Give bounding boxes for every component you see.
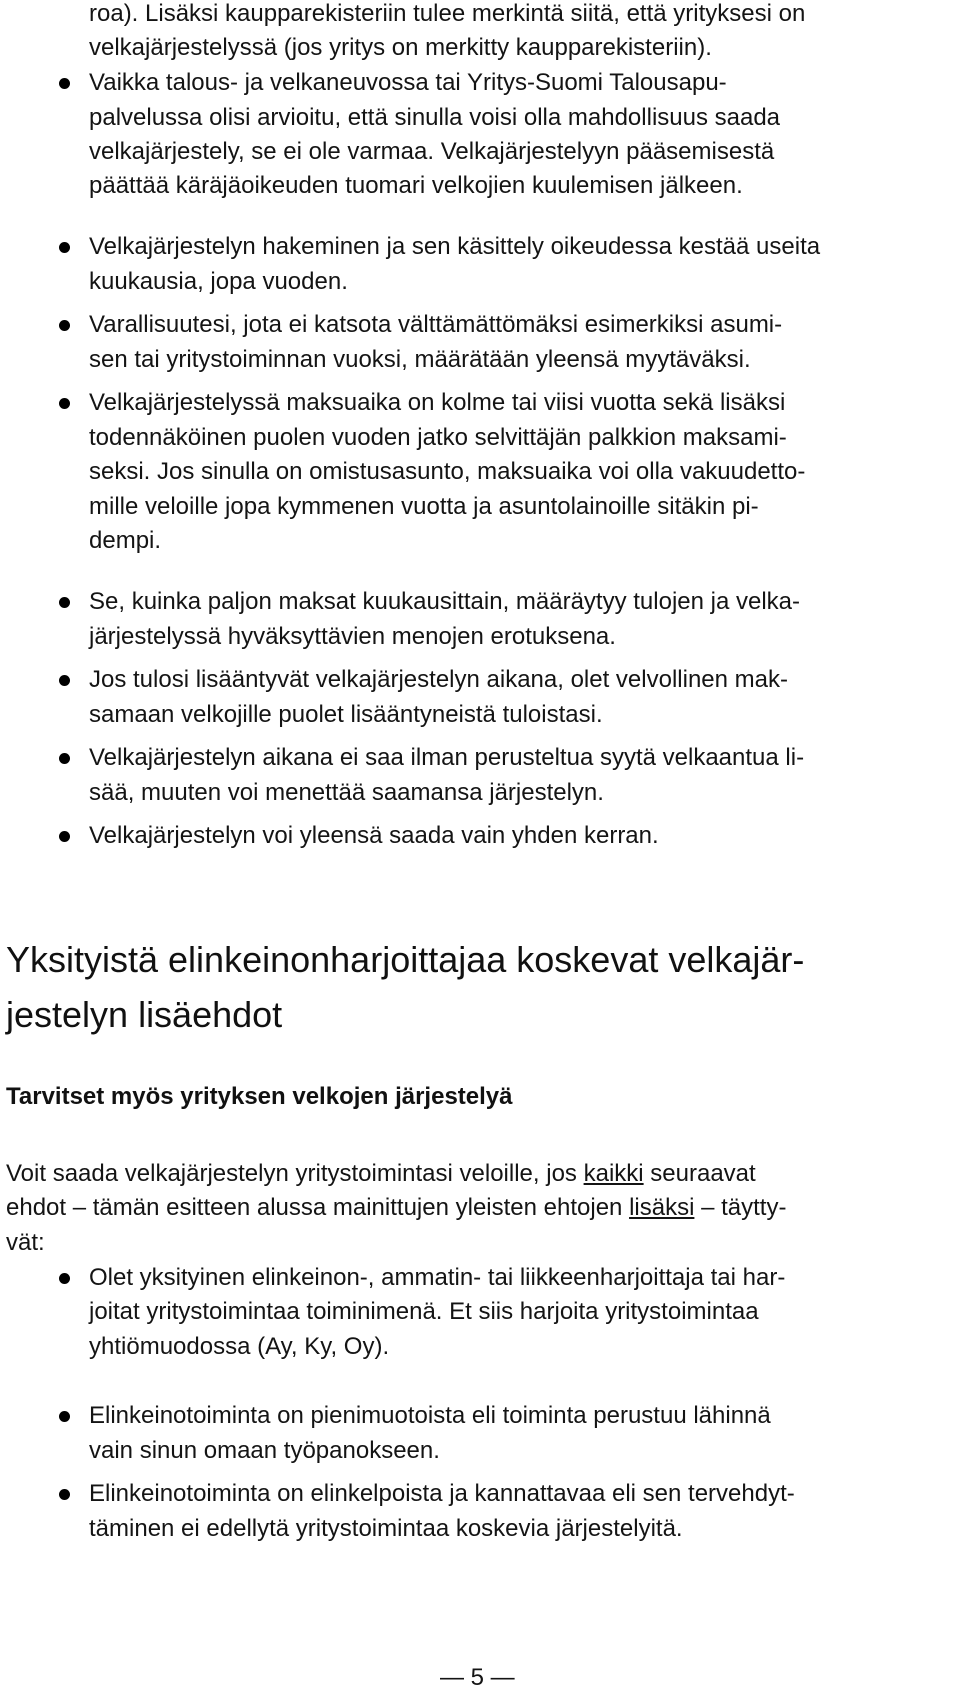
- list-item-line: Velkajärjestelyn hakeminen ja sen käsittely oikeudessa kestää useita: [89, 233, 821, 260]
- bullet-icon: [59, 398, 70, 409]
- section-heading-line: jestelyn lisäehdot: [6, 994, 283, 1035]
- list-item-line: yhtiömuodossa (Ay, Ky, Oy).: [89, 1333, 390, 1360]
- list-item-line: sää, muuten voi menettää saamansa järjestelyn.: [89, 779, 604, 806]
- intro-line: [6, 1160, 756, 1188]
- list-item-line: Velkajärjestelyssä maksuaika on kolme tai viisi vuotta sekä lisäksi: [89, 389, 786, 416]
- list-item-line: Velkajärjestelyn voi yleensä saada vain yhden kerran.: [89, 822, 659, 849]
- bullet-icon: [59, 78, 70, 89]
- list-item-line: vain sinun omaan työpanokseen.: [89, 1437, 440, 1464]
- bullet-icon: [59, 831, 70, 842]
- list-item-line: seksi. Jos sinulla on omistusasunto, maksuaika voi olla vakuudetto-: [89, 458, 806, 485]
- list-item-line: sen tai yritystoiminnan vuoksi, määrätään yleensä myytäväksi.: [89, 346, 751, 373]
- list-item-line: kuukausia, jopa vuoden.: [89, 268, 348, 295]
- list-item-line: Varallisuutesi, jota ei katsota välttämättömäksi esimerkiksi asumi-: [89, 311, 783, 338]
- list-item-line: Elinkeinotoiminta on pienimuotoista eli toiminta perustuu lähinnä: [89, 1402, 771, 1429]
- bullet-icon: [59, 597, 70, 608]
- list-item-line: Olet yksityinen elinkeinon-, ammatin- tai liikkeenharjoittaja tai har-: [89, 1264, 786, 1291]
- list-item-line: täminen ei edellytä yritystoimintaa koskevia järjestelyitä.: [89, 1515, 683, 1542]
- intro-line: [6, 1194, 786, 1222]
- continuation-line: velkajärjestelyssä (jos yritys on merkitty kaupparekisteriin).: [89, 34, 712, 61]
- list-item-line: Elinkeinotoiminta on elinkelpoista ja kannattavaa eli sen tervehdyt-: [89, 1480, 795, 1507]
- bullet-icon: [59, 675, 70, 686]
- intro-text: – täytty-: [694, 1194, 787, 1221]
- list-item-line: palvelussa olisi arvioitu, että sinulla voisi olla mahdollisuus saada: [89, 104, 781, 131]
- bullet-icon: [59, 753, 70, 764]
- section-heading-line: Yksityistä elinkeinonharjoittajaa koskevat velkajär-: [6, 939, 805, 980]
- section-subheading: Tarvitset myös yrityksen velkojen järjestelyä: [6, 1083, 513, 1110]
- continuation-line: roa). Lisäksi kaupparekisteriin tulee merkintä siitä, että yrityksesi on: [89, 0, 806, 27]
- list-item-line: dempi.: [89, 527, 162, 554]
- bullet-icon: [59, 320, 70, 331]
- bullet-icon: [59, 242, 70, 253]
- list-item-line: joitat yritystoimintaa toiminimenä. Et siis harjoita yritystoimintaa: [89, 1298, 759, 1325]
- list-item-line: järjestelyssä hyväksyttävien menojen erotuksena.: [89, 623, 616, 650]
- intro-text: Voit saada velkajärjestelyn yritystoimintasi veloille, jos: [6, 1160, 584, 1187]
- intro-underlined-text: lisäksi: [629, 1194, 695, 1221]
- list-item-line: samaan velkojille puolet lisääntyneistä tuloistasi.: [89, 701, 603, 728]
- intro-text: seuraavat: [643, 1160, 756, 1187]
- bullet-icon: [59, 1411, 70, 1422]
- list-item-line: todennäköinen puolen vuoden jatko selvittäjän palkkion maksami-: [89, 424, 787, 451]
- list-item-line: mille veloille jopa kymmenen vuotta ja asuntolainoille sitäkin pi-: [89, 493, 759, 520]
- bullet-icon: [59, 1273, 70, 1284]
- list-item-line: Jos tulosi lisääntyvät velkajärjestelyn aikana, olet velvollinen mak-: [89, 666, 788, 693]
- list-item-line: Se, kuinka paljon maksat kuukausittain, määräytyy tulojen ja velka-: [89, 588, 801, 615]
- page-number: — 5 —: [440, 1664, 515, 1691]
- bullet-icon: [59, 1489, 70, 1500]
- list-item-line: velkajärjestely, se ei ole varmaa. Velkajärjestelyyn pääsemisestä: [89, 138, 775, 165]
- list-item-line: Vaikka talous- ja velkaneuvossa tai Yritys-Suomi Talousapu-: [89, 69, 727, 96]
- list-item-line: päättää käräjäoikeuden tuomari velkojien kuulemisen jälkeen.: [89, 172, 743, 199]
- intro-text: ehdot – tämän esitteen alussa mainittujen yleisten ehtojen: [6, 1194, 630, 1221]
- list-item-line: Velkajärjestelyn aikana ei saa ilman perusteltua syytä velkaantua li-: [89, 744, 805, 771]
- intro-underlined-text: kaikki: [583, 1160, 644, 1187]
- intro-line: vät:: [6, 1229, 45, 1256]
